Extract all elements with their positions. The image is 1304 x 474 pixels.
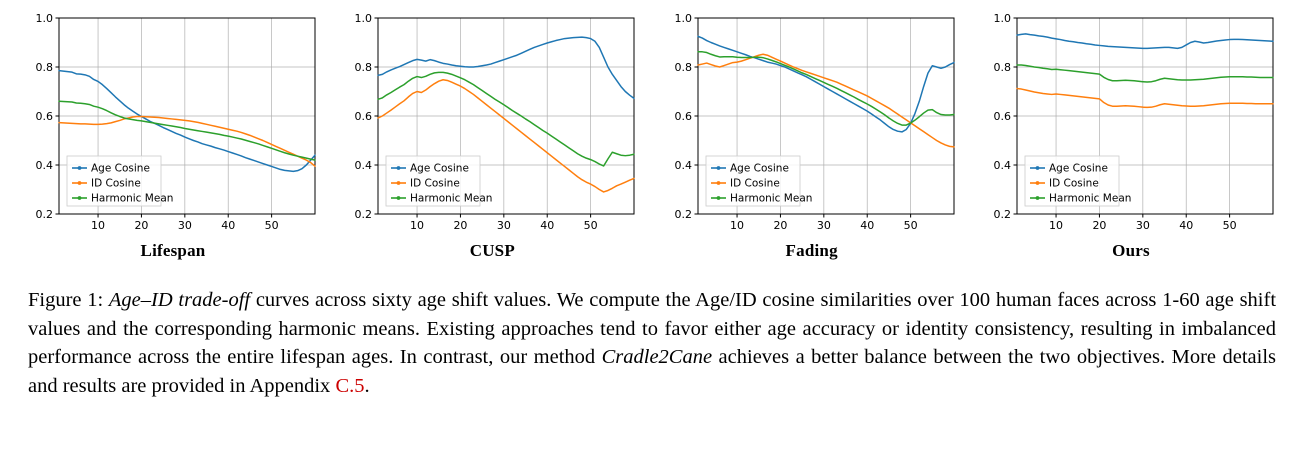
y-tick-label: 0.8 xyxy=(674,61,692,74)
y-tick-label: 0.4 xyxy=(674,159,692,172)
series-line xyxy=(1017,65,1273,82)
line-chart-ours xyxy=(981,8,1281,240)
chart-panel-fading xyxy=(657,8,967,261)
y-tick-label: 0.6 xyxy=(35,110,53,123)
plot-area-cusp xyxy=(342,8,642,240)
line-chart-lifespan xyxy=(23,8,323,240)
y-tick-label: 0.4 xyxy=(354,159,373,172)
series-line xyxy=(59,101,315,160)
panel-title-ours: Ours xyxy=(1112,241,1150,260)
y-tick-label: 0.2 xyxy=(354,208,373,221)
x-tick-label: 10 xyxy=(729,219,744,232)
y-tick-label: 0.8 xyxy=(35,61,53,74)
legend-marker xyxy=(1036,166,1040,170)
legend-marker xyxy=(716,166,720,170)
legend-label: ID Cosine xyxy=(729,177,780,190)
legend-marker xyxy=(1036,181,1040,185)
legend-label: Harmonic Mean xyxy=(729,192,813,205)
x-tick-label: 10 xyxy=(410,219,425,232)
legend-label: ID Cosine xyxy=(410,177,461,190)
series-line xyxy=(378,37,634,98)
series-line xyxy=(378,72,634,166)
x-tick-label: 50 xyxy=(903,219,918,232)
line-chart-fading xyxy=(662,8,962,240)
legend-label: Age Cosine xyxy=(729,162,789,175)
x-tick-label: 40 xyxy=(1179,219,1194,232)
caption-italic-2: Cradle2Cane xyxy=(601,346,713,369)
legend-marker xyxy=(78,196,82,200)
caption-appendix-reference[interactable]: C.5 xyxy=(335,375,365,398)
x-tick-label: 30 xyxy=(177,219,192,232)
legend-label: ID Cosine xyxy=(91,177,141,190)
plot-area-lifespan xyxy=(23,8,323,240)
x-tick-label: 50 xyxy=(264,219,279,232)
x-tick-label: 50 xyxy=(583,219,598,232)
series-line xyxy=(1017,89,1273,108)
y-tick-label: 0.2 xyxy=(674,208,692,221)
y-tick-label: 0.6 xyxy=(993,110,1011,123)
figure-caption xyxy=(28,286,1276,401)
x-tick-label: 40 xyxy=(540,219,555,232)
y-tick-label: 1.0 xyxy=(674,12,692,25)
legend-marker xyxy=(397,166,401,170)
x-tick-label: 40 xyxy=(221,219,236,232)
x-tick-label: 10 xyxy=(91,219,106,232)
y-tick-label: 0.6 xyxy=(674,110,692,123)
legend-label: Harmonic Mean xyxy=(410,192,493,205)
legend-marker xyxy=(1036,196,1040,200)
y-tick-label: 0.8 xyxy=(993,61,1011,74)
chart-panel-cusp xyxy=(337,8,647,261)
x-tick-label: 30 xyxy=(1135,219,1150,232)
x-tick-label: 30 xyxy=(497,219,512,232)
plot-area-ours xyxy=(981,8,1281,240)
x-tick-label: 40 xyxy=(859,219,874,232)
legend-marker xyxy=(78,166,82,170)
y-tick-label: 0.4 xyxy=(35,159,53,172)
caption-italic-1: Age–ID trade-off xyxy=(108,289,251,311)
legend-label: Harmonic Mean xyxy=(1048,192,1132,205)
chart-panel-lifespan xyxy=(18,8,328,261)
panel-title-lifespan: Lifespan xyxy=(140,241,206,260)
x-tick-label: 10 xyxy=(1049,219,1064,232)
series-line xyxy=(698,54,954,147)
legend-label: Age Cosine xyxy=(410,162,470,175)
x-tick-label: 20 xyxy=(453,219,468,232)
caption-part-1: curves across sixty age shift values. We compute the Age/ID cosine similarities over 100 human faces across 1-60 age shift values and the corresponding harmonic means. Existing approaches tend to favor either age accuracy or identity consistency, resulting in imbalanced performance across the entire lifespan ages. In contrast, our method xyxy=(28,289,1277,369)
x-tick-label: 30 xyxy=(816,219,831,232)
legend-label: Age Cosine xyxy=(91,162,150,175)
y-tick-label: 0.4 xyxy=(993,159,1011,172)
y-tick-label: 0.8 xyxy=(354,61,373,74)
legend-marker xyxy=(716,196,720,200)
caption-prefix: Figure 1: xyxy=(28,289,109,311)
legend-label: ID Cosine xyxy=(1048,177,1099,190)
y-tick-label: 0.2 xyxy=(35,208,53,221)
y-tick-label: 1.0 xyxy=(993,12,1011,25)
legend-marker xyxy=(397,196,401,200)
x-tick-label: 20 xyxy=(1092,219,1107,232)
series-line xyxy=(1017,34,1273,48)
x-tick-label: 50 xyxy=(1222,219,1237,232)
legend-label: Harmonic Mean xyxy=(91,192,174,205)
caption-part-2: achieves a better balance between the two objectives. More details and results are provided in Appendix xyxy=(28,346,1276,398)
y-tick-label: 1.0 xyxy=(354,12,373,25)
legend-marker xyxy=(78,181,82,185)
y-tick-label: 1.0 xyxy=(35,12,53,25)
chart-panel-ours xyxy=(976,8,1286,261)
panel-title-cusp: CUSP xyxy=(469,241,515,260)
y-tick-label: 0.2 xyxy=(993,208,1011,221)
panel-title-fading: Fading xyxy=(785,241,838,260)
legend-marker xyxy=(397,181,401,185)
legend-marker xyxy=(716,181,720,185)
x-tick-label: 20 xyxy=(773,219,788,232)
line-chart-cusp xyxy=(342,8,642,240)
caption-end: . xyxy=(364,375,370,398)
plot-area-fading xyxy=(662,8,962,240)
y-tick-label: 0.6 xyxy=(354,110,373,123)
x-tick-label: 20 xyxy=(134,219,149,232)
legend-label: Age Cosine xyxy=(1048,162,1108,175)
